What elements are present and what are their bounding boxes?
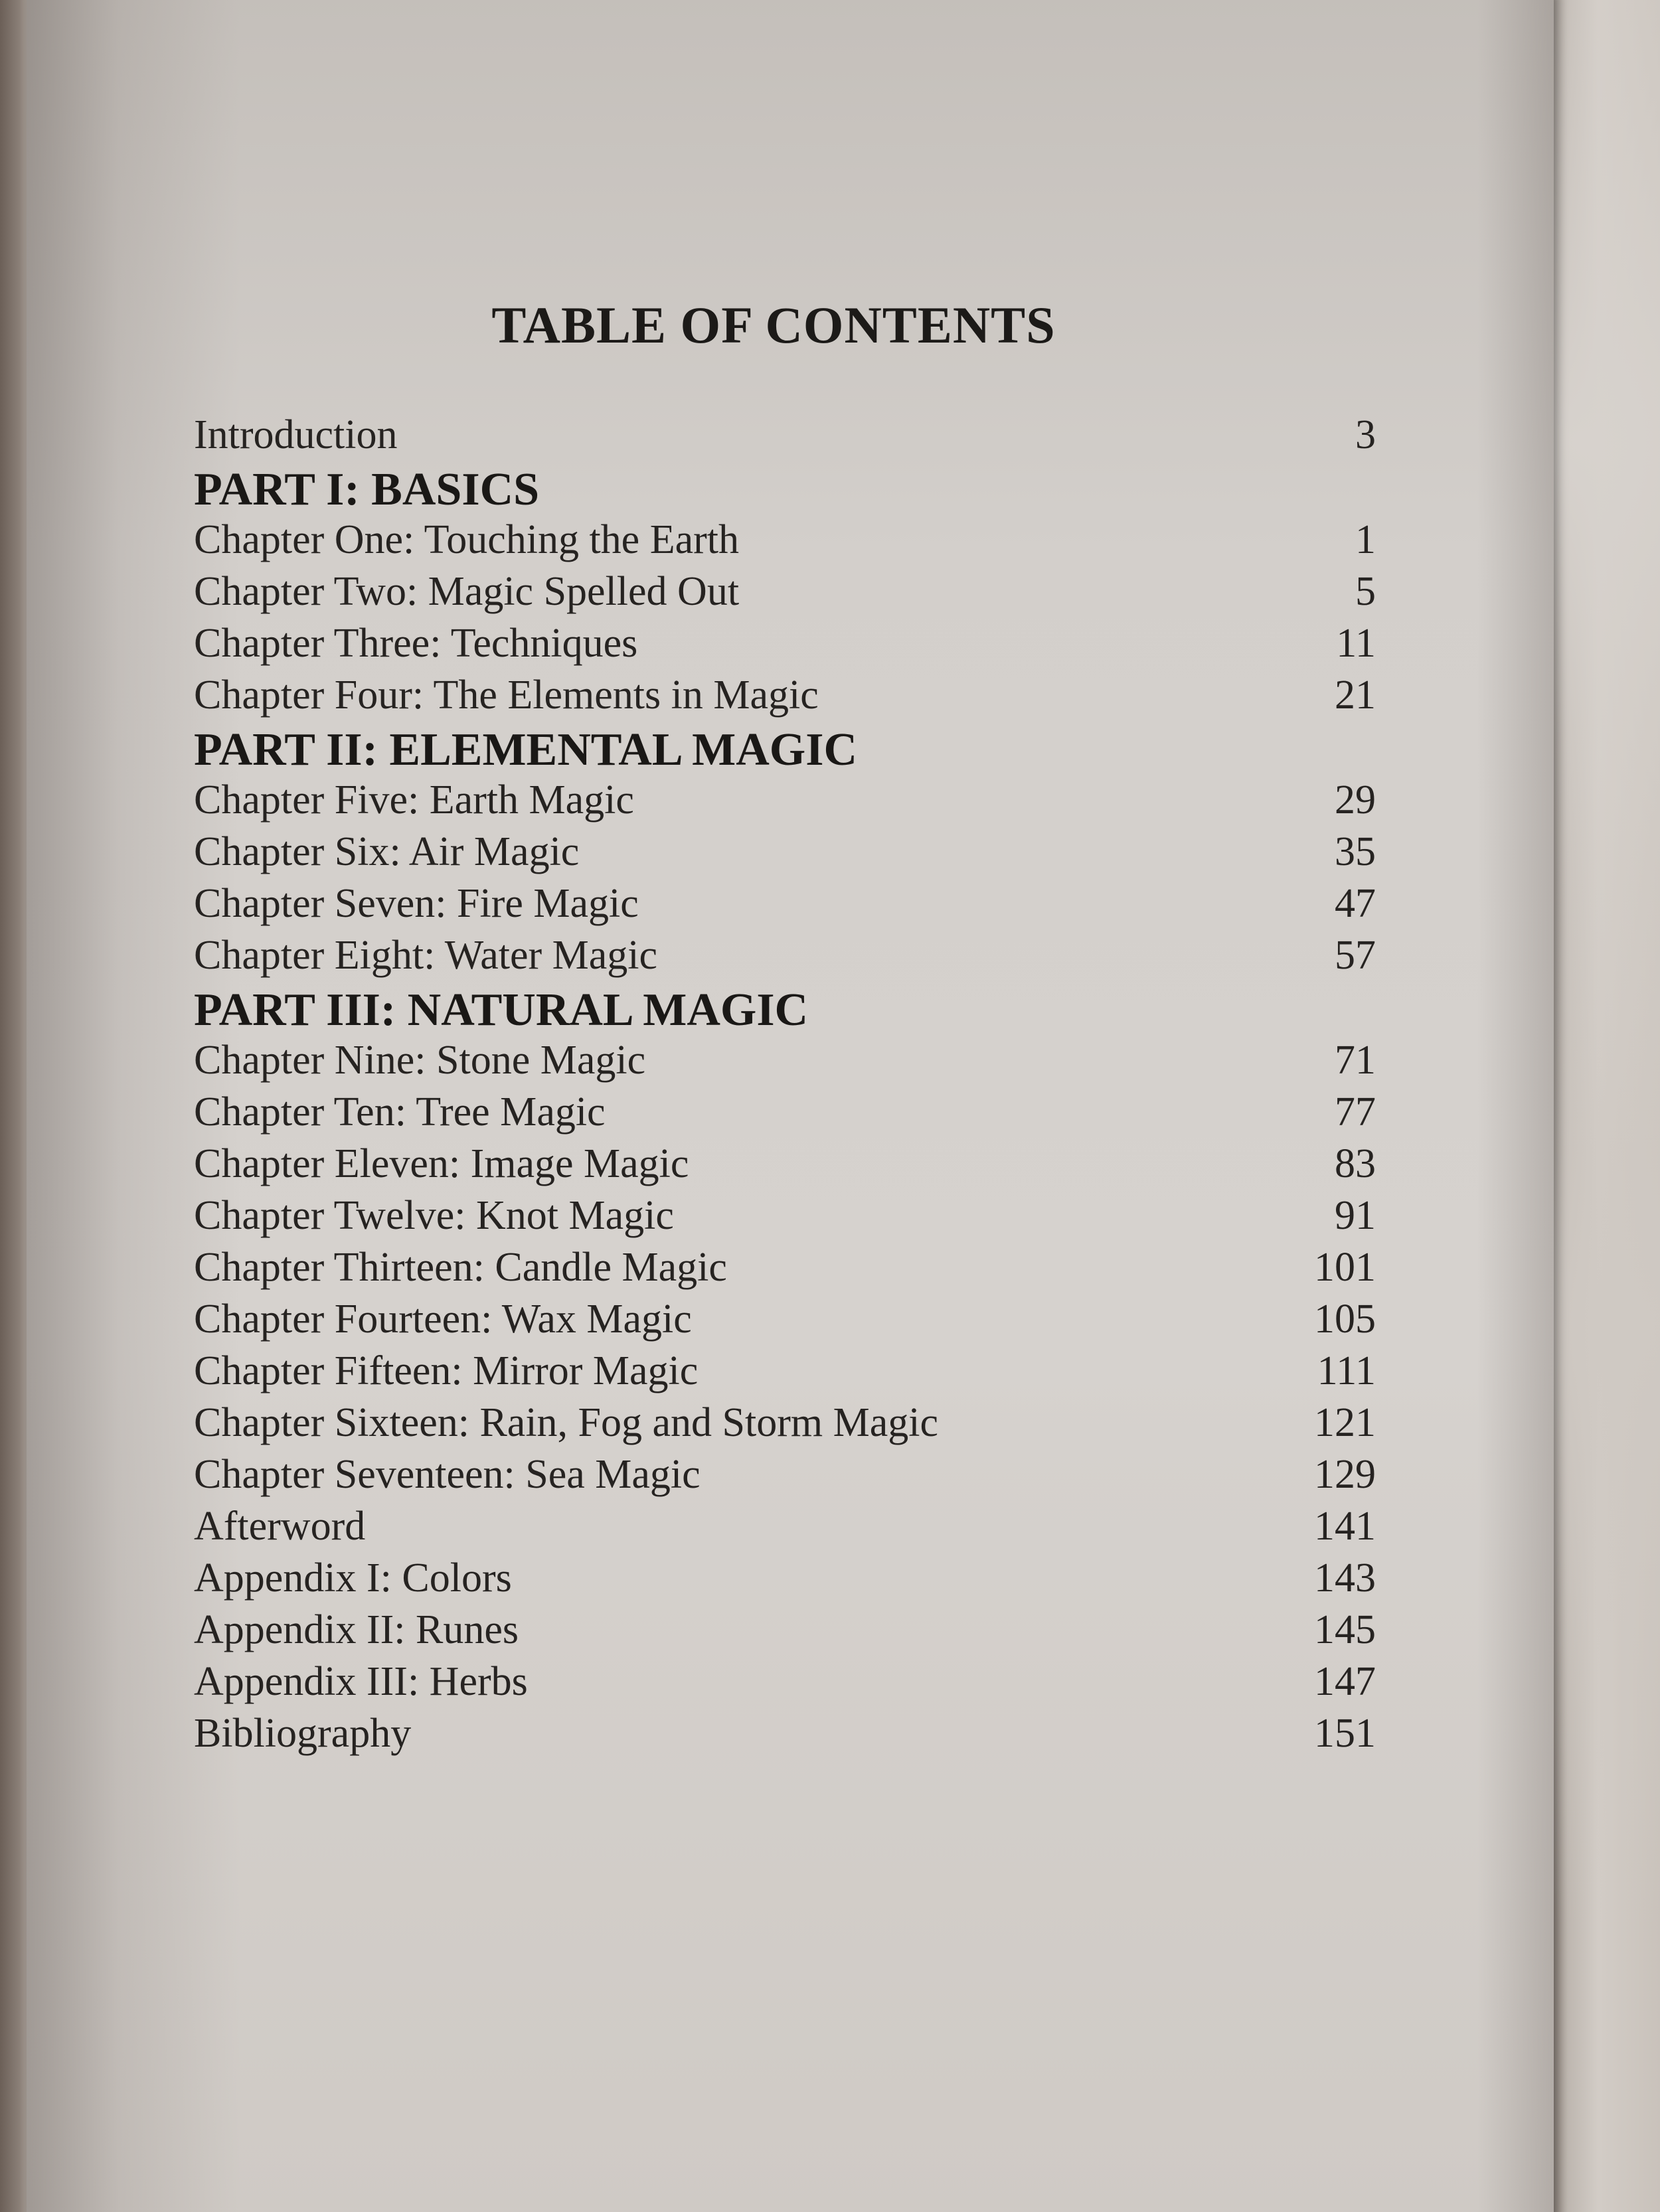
entry-title: Chapter Five: Earth Magic <box>194 777 634 823</box>
page-number: 57 <box>1335 933 1376 978</box>
page-number: 145 <box>1314 1607 1376 1652</box>
page-number: 1 <box>1355 517 1376 562</box>
toc-entry <box>194 1296 1376 1348</box>
toc-entry <box>194 1244 1376 1296</box>
toc-part-heading <box>194 463 1376 516</box>
part-title: PART I: BASICS <box>194 464 540 515</box>
toc-list <box>194 412 1376 1762</box>
entry-title: Chapter One: Touching the Earth <box>194 517 739 562</box>
page-number: 5 <box>1355 569 1376 614</box>
entry-title: Chapter Ten: Tree Magic <box>194 1089 606 1135</box>
toc-entry <box>194 880 1376 932</box>
page-number: 121 <box>1314 1400 1376 1445</box>
entry-title: Appendix III: Herbs <box>194 1659 528 1704</box>
toc-entry <box>194 932 1376 984</box>
entry-title: Appendix I: Colors <box>194 1555 512 1601</box>
entry-title: Chapter Seven: Fire Magic <box>194 881 639 926</box>
entry-title: Chapter Seventeen: Sea Magic <box>194 1452 701 1497</box>
toc-entry <box>194 1141 1376 1192</box>
toc-entry <box>194 672 1376 724</box>
page-number: 151 <box>1314 1711 1376 1756</box>
toc-entry <box>194 1037 1376 1089</box>
page-number: 147 <box>1314 1659 1376 1704</box>
toc-entry <box>194 516 1376 568</box>
entry-title: Chapter Eight: Water Magic <box>194 933 658 978</box>
page-number: 77 <box>1335 1089 1376 1135</box>
page-number: 111 <box>1317 1348 1376 1393</box>
toc-entry <box>194 1348 1376 1399</box>
entry-title: Chapter Eleven: Image Magic <box>194 1141 689 1186</box>
entry-title: Chapter Two: Magic Spelled Out <box>194 569 740 614</box>
entry-title: Chapter Nine: Stone Magic <box>194 1038 646 1083</box>
book-page <box>27 0 1554 2212</box>
toc-entry <box>194 1607 1376 1658</box>
page-number: 71 <box>1335 1038 1376 1083</box>
toc-entry <box>194 568 1376 620</box>
page-number: 129 <box>1314 1452 1376 1497</box>
page-number: 91 <box>1335 1193 1376 1238</box>
toc-part-heading <box>194 984 1376 1037</box>
toc-entry <box>194 777 1376 829</box>
toc-entry <box>194 1503 1376 1555</box>
page-number: 11 <box>1336 621 1376 666</box>
entry-title: Chapter Twelve: Knot Magic <box>194 1193 674 1238</box>
toc-part-heading <box>194 724 1376 777</box>
page-number: 47 <box>1335 881 1376 926</box>
entry-title: Introduction <box>194 412 398 457</box>
toc-entry <box>194 1399 1376 1451</box>
page-number: 143 <box>1314 1555 1376 1601</box>
entry-title: Chapter Six: Air Magic <box>194 829 580 874</box>
page-number: 101 <box>1314 1245 1376 1290</box>
entry-title: Afterword <box>194 1504 366 1549</box>
part-title: PART II: ELEMENTAL MAGIC <box>194 724 858 775</box>
toc-entry <box>194 1451 1376 1503</box>
fabric-background <box>1547 0 1660 2212</box>
toc-entry <box>194 829 1376 880</box>
page-number: 35 <box>1335 829 1376 874</box>
entry-title: Chapter Fifteen: Mirror Magic <box>194 1348 699 1393</box>
toc-title: TABLE OF CONTENTS <box>491 296 1056 354</box>
page-number: 141 <box>1314 1504 1376 1549</box>
toc-entry <box>194 1658 1376 1710</box>
toc-entry <box>194 1555 1376 1607</box>
entry-title: Chapter Thirteen: Candle Magic <box>194 1245 727 1290</box>
toc-entry <box>194 1192 1376 1244</box>
entry-title: Bibliography <box>194 1711 412 1756</box>
page-number: 21 <box>1335 672 1376 718</box>
entry-title: Appendix II: Runes <box>194 1607 519 1652</box>
entry-title: Chapter Three: Techniques <box>194 621 638 666</box>
entry-title: Chapter Sixteen: Rain, Fog and Storm Magic <box>194 1400 939 1445</box>
page-number: 29 <box>1335 777 1376 823</box>
page-number: 105 <box>1314 1297 1376 1342</box>
page-number: 3 <box>1355 412 1376 457</box>
page-number: 83 <box>1335 1141 1376 1186</box>
toc-entry <box>194 412 1376 463</box>
toc-entry <box>194 620 1376 672</box>
toc-entry <box>194 1089 1376 1141</box>
entry-title: Chapter Four: The Elements in Magic <box>194 672 819 718</box>
part-title: PART III: NATURAL MAGIC <box>194 985 809 1036</box>
toc-entry <box>194 1710 1376 1762</box>
entry-title: Chapter Fourteen: Wax Magic <box>194 1297 692 1342</box>
